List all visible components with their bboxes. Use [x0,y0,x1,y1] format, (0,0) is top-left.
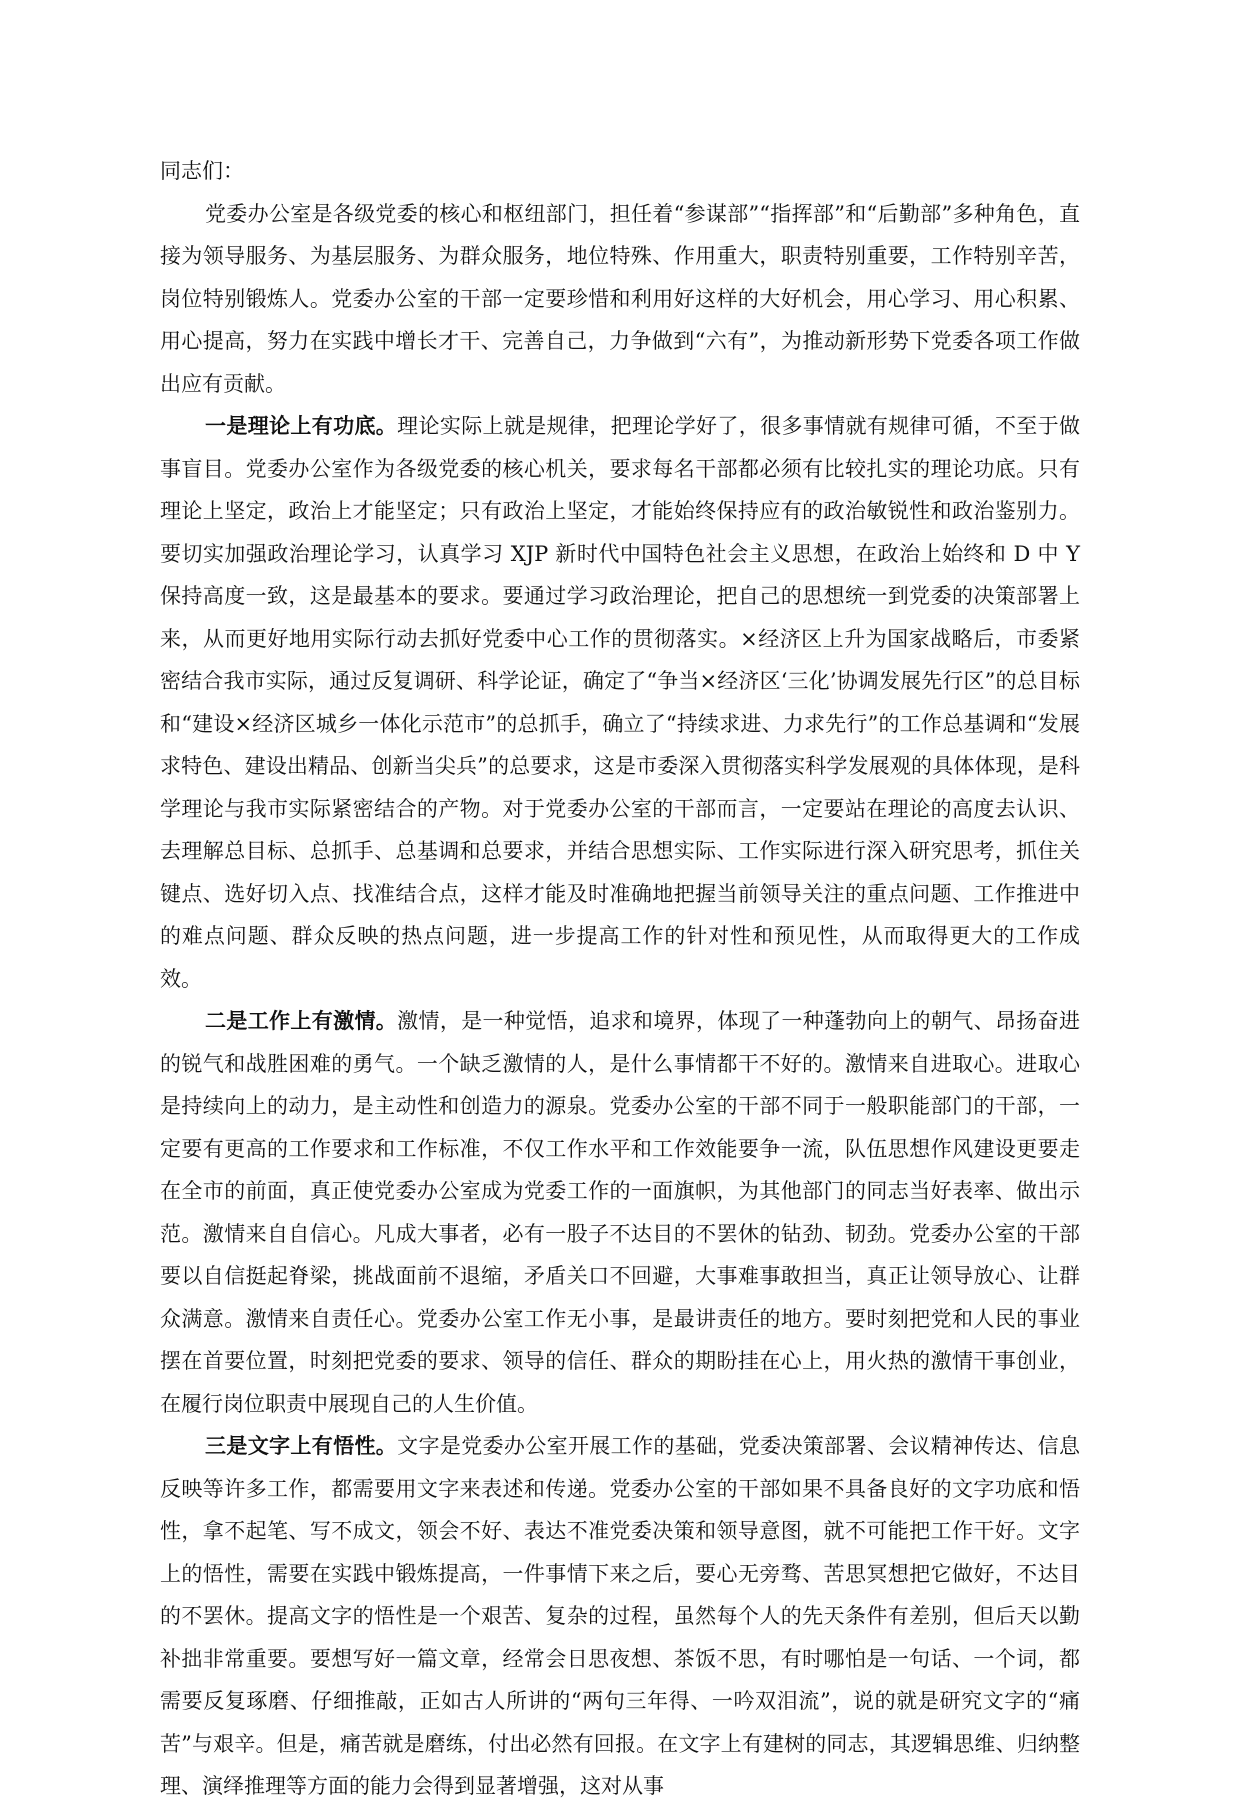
section-paragraph-2 [160,1000,1080,1425]
section-body-3: 文字是党委办公室开展工作的基础，党委决策部署、会议精神传达、信息反映等许多工作，都需要用文字来表述和传递。党委办公室的干部如果不具备良好的文字功底和悟性，拿不起笔、写不成文，领会不好、表达不准党委决策和领导意图，就不可能把工作干好。文字上的悟性，需要在实践中锻炼提高，一件事情下来之后，要心无旁骛、苦思冥想把它做好，不达目的不罢休。提高文字的悟性是一个艰苦、复杂的过程，虽然每个人的先天条件有差别，但后天以勤补拙非常重要。要想写好一篇文章，经常会日思夜想、茶饭不思，有时哪怕是一句话、一个词，都需要反复琢磨、仔细推敲，正如古人所讲的“两句三年得、一吟双泪流”，说的就是研究文字的“痛苦”与艰辛。但是，痛苦就是磨练，付出必然有回报。在文字上有建树的同志，其逻辑思维、归纳整理、演绎推理等方面的能力会得到显著增强，这对从事 [160,1434,1081,1798]
section-paragraph-3 [160,1425,1080,1808]
section-paragraph-1 [160,405,1080,1000]
section-lead-3: 三是文字上有悟性。 [205,1433,398,1458]
section-body-2: 激情，是一种觉悟，追求和境界，体现了一种蓬勃向上的朝气、昂扬奋进的锐气和战胜困难的勇气。一个缺乏激情的人，是什么事情都干不好的。激情来自进取心。进取心是持续向上的动力，是主动性和创造力的源泉。党委办公室的干部不同于一般职能部门的干部，一定要有更高的工作要求和工作标准，不仅工作水平和工作效能要争一流，队伍思想作风建设更要走在全市的前面，真正使党委办公室成为党委工作的一面旗帜，为其他部门的同志当好表率、做出示范。激情来自自信心。凡成大事者，必有一股子不达目的不罢休的钻劲、韧劲。党委办公室的干部要以自信挺起脊梁，挑战面前不退缩，矛盾关口不回避，大事难事敢担当，真正让领导放心、让群众满意。激情来自责任心。党委办公室工作无小事，是最讲责任的地方。要时刻把党和人民的事业摆在首要位置，时刻把党委的要求、领导的信任、群众的期盼挂在心上，用火热的激情干事创业，在履行岗位职责中展现自己的人生价值。 [160,1009,1081,1416]
intro-paragraph: 党委办公室是各级党委的核心和枢纽部门，担任着“参谋部”“指挥部”和“后勤部”多种角色，直接为领导服务、为基层服务、为群众服务，地位特殊、作用重大，职责特别重要，工作特别辛苦，岗位特别锻炼人。党委办公室的干部一定要珍惜和利用好这样的大好机会，用心学习、用心积累、用心提高，努力在实践中增长才干、完善自己，力争做到“六有”，为推动新形势下党委各项工作做出应有贡献。 [160,201,1080,396]
section-lead-1: 一是理论上有功底。 [205,413,398,438]
document-page [160,150,1080,1808]
salutation: 同志们： [160,159,244,183]
section-lead-2: 二是工作上有激情。 [205,1008,398,1033]
section-body-1: 理论实际上就是规律，把理论学好了，很多事情就有规律可循，不至于做事盲目。党委办公室作为各级党委的核心机关，要求每名干部都必须有比较扎实的理论功底。只有理论上坚定，政治上才能坚定；只有政治上坚定，才能始终保持应有的政治敏锐性和政治鉴别力。要切实加强政治理论学习，认真学习 XJP 新时代中国特色社会主义思想，在政治上始终和 D 中 Y 保持高度一致，这是最基本的要求。要通过学习政治理论，把自己的思想统一到党委的决策部署上来，从而更好地用实际行动去抓好党委中心工作的贯彻落实。×经济区上升为国家战略后，市委紧密结合我市实际，通过反复调研、科学论证，确定了“争当×经济区‘三化’协调发展先行区”的总目标和“建设×经济区城乡一体化示范市”的总抓手，确立了“持续求进、力求先行”的工作总基调和“发展求特色、建设出精品、创新当尖兵”的总要求，这是市委深入贯彻落实科学发展观的具体体现，是科学理论与我市实际紧密结合的产物。对于党委办公室的干部而言，一定要站在理论的高度去认识、去理解总目标、总抓手、总基调和总要求，并结合思想实际、工作实际进行深入研究思考，抓住关键点、选好切入点、找准结合点，这样才能及时准确地把握当前领导关注的重点问题、工作推进中的难点问题、群众反映的热点问题，进一步提高工作的针对性和预见性，从而取得更大的工作成效。 [160,414,1081,991]
